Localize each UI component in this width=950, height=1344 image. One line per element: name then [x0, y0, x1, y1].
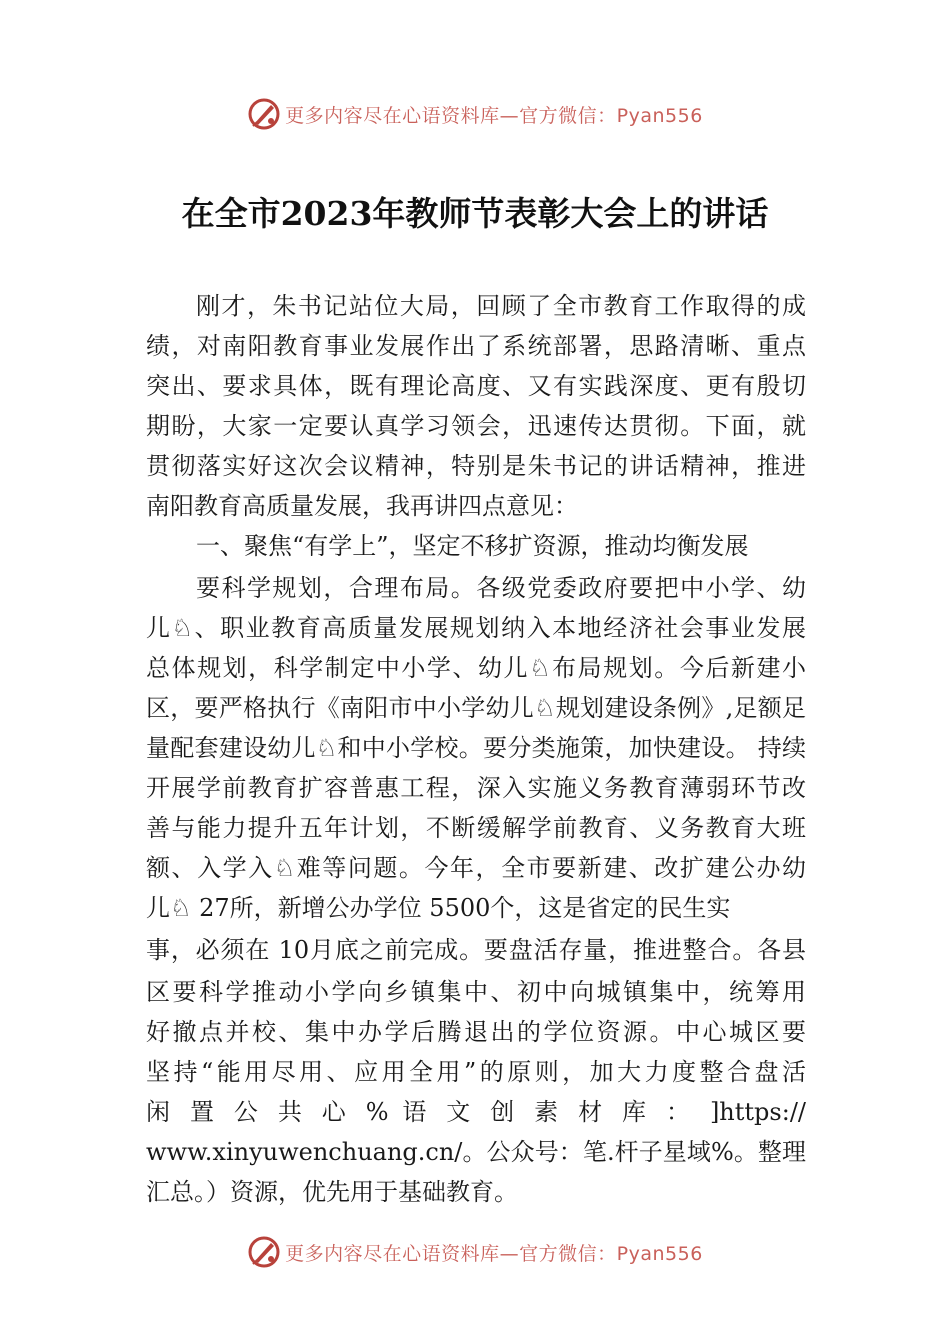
body-line: 开展学前教育扩容普惠工程，深入实施义务教育薄弱环节改 [146, 774, 806, 802]
body-line: 事，必须在 10月底之前完成。要盘活存量，推进整合。各县 [146, 936, 806, 964]
body-line: 好撤点并校、集中办学后腾退出的学位资源。中心城区要 [146, 1018, 806, 1046]
header-watermark-banner [0, 94, 950, 134]
section-heading: 一、聚焦“有学上”，坚定不移扩资源，推动均衡发展 [196, 532, 749, 560]
body-line: 区要科学推动小学向乡镇集中、初中向城镇集中，统筹用 [146, 978, 806, 1006]
quill-pen-logo-icon [247, 1235, 281, 1269]
body-line: 汇总。）资源，优先用于基础教育。 [146, 1178, 518, 1206]
footer-watermark-banner [0, 1232, 950, 1272]
body-line: 南阳教育高质量发展，我再讲四点意见： [146, 492, 578, 520]
body-line: 要科学规划，合理布局。各级党委政府要把中小学、幼 [196, 574, 806, 602]
body-line: 额、入学入♘难等问题。今年，全市要新建、改扩建公办幼 [146, 854, 806, 882]
body-line: 量配套建设幼儿♘和中小学校。要分类施策，加快建设。 持续 [146, 734, 806, 762]
body-line: www.xinyuwenchuang.cn/。公众号：笔.杆子星域%。整理 [146, 1138, 806, 1166]
body-line: 坚持“能用尽用、应用全用”的原则，加大力度整合盘活 [146, 1058, 806, 1086]
quill-pen-logo-icon [247, 97, 281, 131]
body-line: 绩，对南阳教育事业发展作出了系统部署，思路清晰、重点 [146, 332, 806, 360]
body-line: 儿♘ 27所，新增公办学位 5500个，这是省定的民生实 [146, 894, 731, 922]
body-line: 期盼，大家一定要认真学习领会，迅速传达贯彻。下面，就 [146, 412, 806, 440]
document-title: 在全市2023年教师节表彰大会上的讲话 [181, 194, 769, 233]
body-line: 刚才，朱书记站位大局，回顾了全市教育工作取得的成 [196, 292, 806, 320]
body-line: 突出、要求具体，既有理论高度、又有实践深度、更有殷切 [146, 372, 806, 400]
body-line: 闲 置 公 共 心 % 语 文 创 素 材 库 ： ]https:// [146, 1098, 806, 1126]
body-line: 总体规划，科学制定中小学、幼儿♘布局规划。今后新建小 [146, 654, 806, 682]
banner-text: 更多内容尽在心语资料库—官方微信：Pyan556 [285, 1242, 703, 1265]
body-line: 贯彻落实好这次会议精神，特别是朱书记的讲话精神，推进 [146, 452, 806, 480]
body-line: 儿♘、职业教育高质量发展规划纳入本地经济社会事业发展 [146, 614, 806, 642]
body-line: 区，要严格执行《南阳市中小学幼儿♘规划建设条例》,足额足 [146, 694, 806, 722]
banner-text: 更多内容尽在心语资料库—官方微信：Pyan556 [285, 104, 703, 127]
body-line: 善与能力提升五年计划，不断缓解学前教育、义务教育大班 [146, 814, 806, 842]
